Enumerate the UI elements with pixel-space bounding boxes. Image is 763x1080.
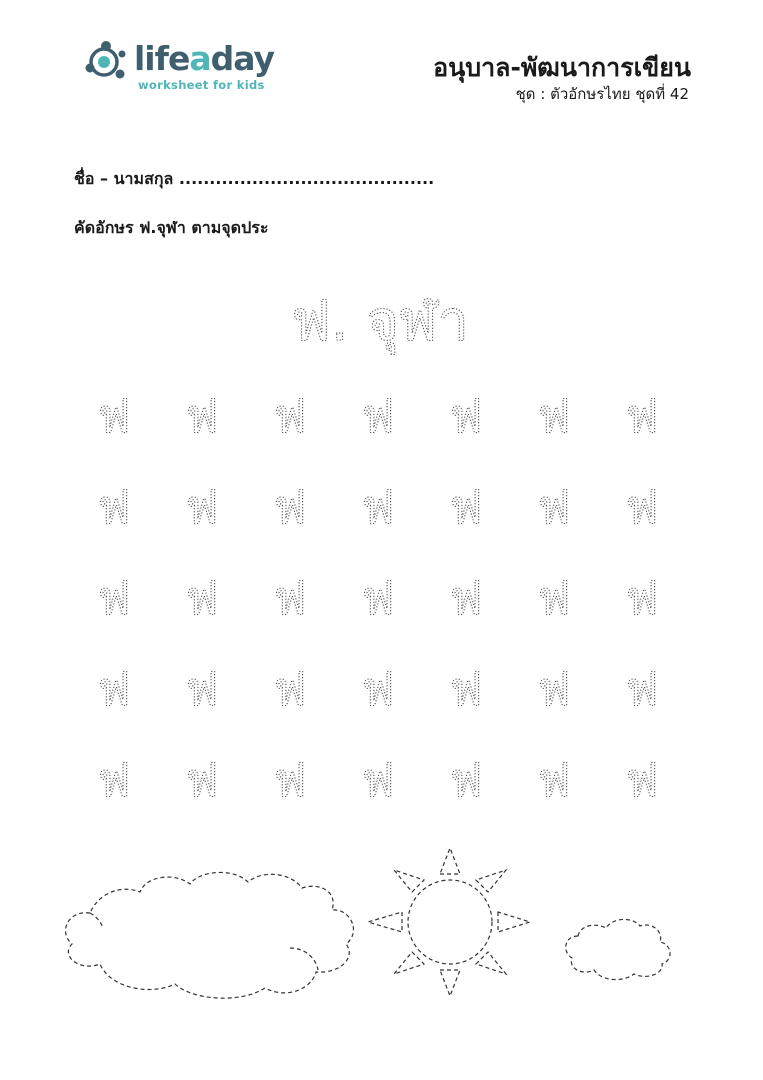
molecule-logo-icon	[82, 40, 132, 86]
trace-letter-glyph	[598, 372, 686, 463]
trace-letter-text: ฟ	[449, 753, 483, 807]
trace-letter-glyph	[70, 554, 158, 645]
trace-letter-text: ฟ	[273, 662, 307, 716]
brand-name: lifeaday	[134, 39, 275, 78]
trace-letter-text: ฟ	[185, 753, 219, 807]
trace-letter-glyph	[246, 645, 334, 736]
trace-letter-glyph	[422, 554, 510, 645]
tracing-pictures	[50, 840, 690, 1020]
trace-letter-glyph	[334, 554, 422, 645]
trace-letter-text: ฟ	[361, 662, 395, 716]
trace-letter-cell	[158, 463, 246, 554]
trace-letter-text: ฟ	[361, 480, 395, 534]
trace-letter-text: ฟ	[273, 753, 307, 807]
trace-letter-glyph	[70, 372, 158, 463]
trace-letter-cell	[510, 463, 598, 554]
trace-letter-cell	[246, 736, 334, 827]
trace-letter-glyph	[246, 372, 334, 463]
trace-letter-text: ฟ	[537, 753, 571, 807]
trace-letter-text: ฟ	[537, 571, 571, 625]
trace-letter-text: ฟ	[625, 389, 659, 443]
trace-letter-cell	[246, 463, 334, 554]
trace-letter-glyph	[70, 736, 158, 827]
trace-letter-text: ฟ	[185, 480, 219, 534]
trace-letter-text: ฟ	[97, 571, 131, 625]
trace-letter-text: ฟ	[537, 662, 571, 716]
trace-letter-cell	[246, 372, 334, 463]
trace-letter-cell	[510, 645, 598, 736]
trace-letter-text: ฟ	[97, 480, 131, 534]
trace-letter-glyph	[510, 736, 598, 827]
trace-letter-text: ฟ	[449, 480, 483, 534]
trace-letter-cell	[598, 372, 686, 463]
trace-letter-glyph	[158, 736, 246, 827]
trace-letter-text: ฟ	[185, 662, 219, 716]
trace-letter-cell	[598, 554, 686, 645]
trace-letter-text: ฟ	[625, 571, 659, 625]
trace-letter-cell	[598, 736, 686, 827]
trace-letter-text: ฟ	[361, 753, 395, 807]
trace-letter-cell	[70, 463, 158, 554]
trace-letter-glyph	[510, 645, 598, 736]
trace-letter-glyph	[598, 736, 686, 827]
trace-letter-glyph	[246, 554, 334, 645]
trace-letter-cell	[334, 372, 422, 463]
trace-letter-text: ฟ	[625, 753, 659, 807]
trace-letter-text: ฟ	[625, 662, 659, 716]
sun-icon	[368, 848, 530, 996]
trace-letter-cell	[70, 554, 158, 645]
trace-letter-glyph	[422, 645, 510, 736]
trace-letter-glyph	[246, 463, 334, 554]
trace-letter-glyph	[334, 463, 422, 554]
trace-letter-glyph	[334, 372, 422, 463]
trace-letter-glyph	[158, 554, 246, 645]
trace-letter-text: ฟ	[185, 389, 219, 443]
letter-trace-grid	[70, 372, 700, 832]
instruction-text: คัดอักษร ฟ.จุฬา ตามจุดประ	[74, 218, 269, 237]
trace-letter-cell	[70, 645, 158, 736]
brand-logo	[82, 38, 282, 98]
trace-letter-text: ฟ	[97, 389, 131, 443]
trace-word-text: ฟ. จุฬา	[291, 289, 469, 354]
trace-letter-glyph	[158, 372, 246, 463]
trace-letter-text: ฟ	[273, 389, 307, 443]
large-cloud-icon	[66, 872, 354, 998]
trace-letter-text: ฟ	[97, 753, 131, 807]
trace-letter-cell	[422, 736, 510, 827]
trace-letter-cell	[334, 463, 422, 554]
trace-letter-cell	[334, 645, 422, 736]
trace-letter-cell	[246, 554, 334, 645]
trace-letter-glyph	[510, 554, 598, 645]
trace-letter-cell	[334, 736, 422, 827]
trace-letter-cell	[158, 554, 246, 645]
trace-letter-cell	[510, 372, 598, 463]
trace-letter-glyph	[598, 463, 686, 554]
trace-letter-cell	[422, 463, 510, 554]
trace-letter-cell	[422, 645, 510, 736]
trace-letter-glyph	[158, 645, 246, 736]
worksheet-subtitle: ชุด : ตัวอักษรไทย ชุดที่ 42	[515, 85, 689, 103]
trace-letter-cell	[246, 645, 334, 736]
trace-letter-text: ฟ	[625, 480, 659, 534]
trace-letter-glyph	[422, 736, 510, 827]
trace-letter-text: ฟ	[449, 389, 483, 443]
worksheet-title: อนุบาล-พัฒนาการเขียน	[433, 53, 691, 82]
trace-letter-text: ฟ	[97, 662, 131, 716]
trace-letter-glyph	[510, 372, 598, 463]
trace-letter-glyph	[422, 463, 510, 554]
trace-letter-cell	[158, 736, 246, 827]
trace-letter-glyph	[334, 736, 422, 827]
brand-tagline: worksheet for kids	[138, 78, 265, 92]
trace-letter-cell	[510, 554, 598, 645]
trace-letter-text: ฟ	[361, 571, 395, 625]
trace-letter-glyph	[598, 554, 686, 645]
trace-letter-text: ฟ	[273, 571, 307, 625]
trace-letter-cell	[158, 645, 246, 736]
trace-letter-text: ฟ	[537, 389, 571, 443]
trace-letter-text: ฟ	[273, 480, 307, 534]
trace-letter-cell	[598, 645, 686, 736]
trace-letter-text: ฟ	[449, 662, 483, 716]
name-field-label: ชื่อ – นามสกุล ..........................................	[74, 169, 435, 188]
trace-letter-cell	[158, 372, 246, 463]
trace-letter-text: ฟ	[361, 389, 395, 443]
trace-word-heading	[190, 280, 570, 355]
trace-letter-glyph	[422, 372, 510, 463]
trace-letter-text: ฟ	[185, 571, 219, 625]
trace-letter-cell	[334, 554, 422, 645]
trace-letter-cell	[70, 736, 158, 827]
trace-letter-glyph	[246, 736, 334, 827]
small-cloud-icon	[566, 919, 670, 979]
trace-letter-text: ฟ	[449, 571, 483, 625]
trace-letter-glyph	[334, 645, 422, 736]
trace-letter-cell	[422, 554, 510, 645]
trace-letter-glyph	[158, 463, 246, 554]
trace-letter-cell	[70, 372, 158, 463]
trace-letter-glyph	[70, 645, 158, 736]
trace-letter-glyph	[510, 463, 598, 554]
trace-letter-text: ฟ	[537, 480, 571, 534]
trace-letter-glyph	[598, 645, 686, 736]
trace-letter-cell	[422, 372, 510, 463]
trace-letter-glyph	[70, 463, 158, 554]
trace-letter-cell	[598, 463, 686, 554]
trace-letter-cell	[510, 736, 598, 827]
